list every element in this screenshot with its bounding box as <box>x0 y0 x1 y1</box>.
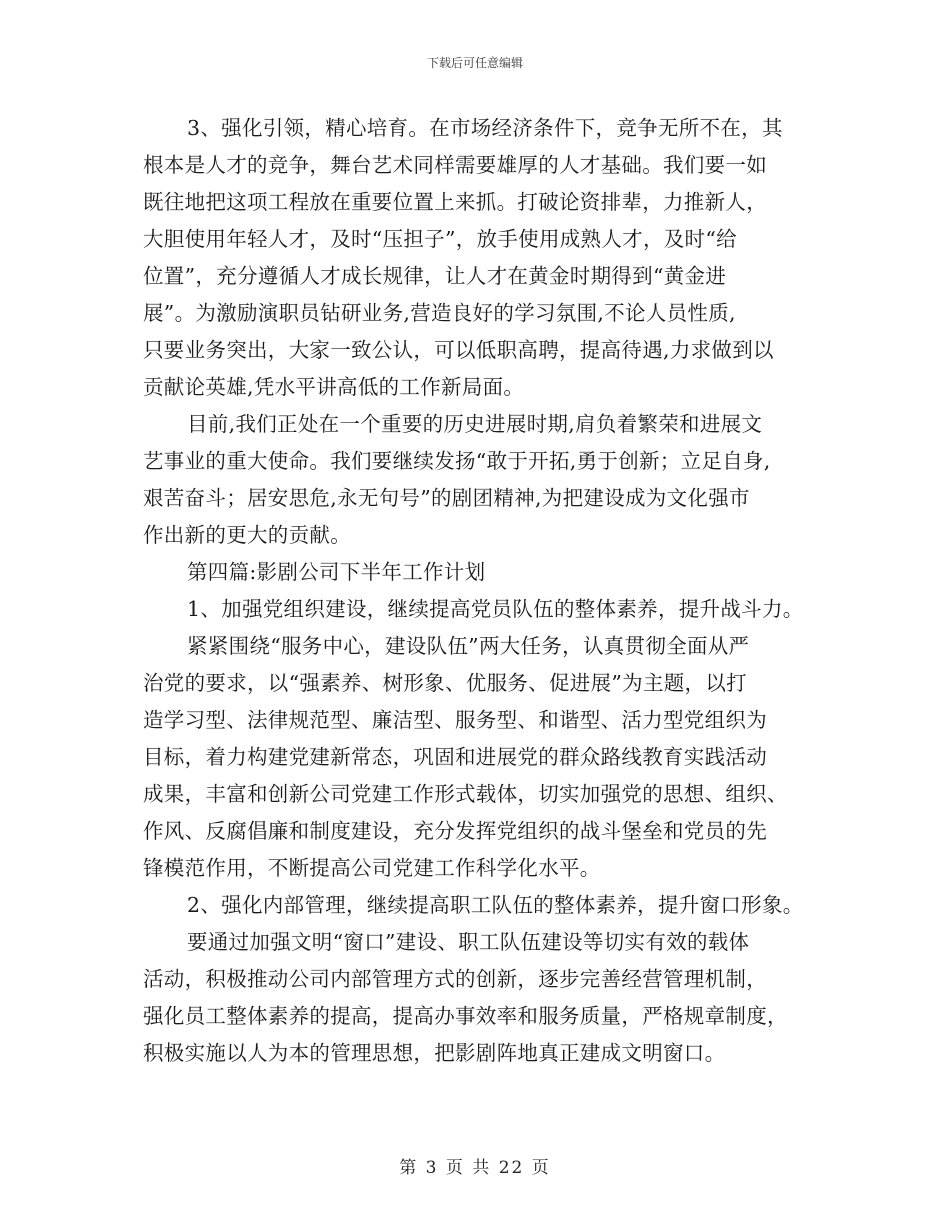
body-line: 只要业务突出，大家一致公认，可以低职高聘，提高待遇,力求做到以 <box>143 338 774 362</box>
body-line: 贡献论英雄,凭水平讲高低的工作新局面。 <box>143 375 525 399</box>
page-number-footer: 第 3 页 共 22 页 <box>399 1158 551 1178</box>
body-line: 紧紧围绕“服务中心，建设队伍”两大任务，认真贯彻全面从严 <box>187 634 750 658</box>
body-line: 要通过加强文明“窗口”建设、职工队伍建设等切实有效的载体 <box>187 930 750 954</box>
body-line: 根本是人才的竞争，舞台艺术同样需要雄厚的人才基础。我们要一如 <box>143 153 767 177</box>
body-line: 治党的要求，以“强素养、树形象、优服务、促进展”为主题，以打 <box>143 671 747 695</box>
body-line: 活动，积极推动公司内部管理方式的创新，逐步完善经营管理机制， <box>143 967 767 991</box>
body-line: 作出新的更大的贡献。 <box>143 523 351 547</box>
body-line: 艺事业的重大使命。我们要继续发扬“敢于开拓,勇于创新；立足自身, <box>143 449 771 473</box>
body-line: 积极实施以人为本的管理思想，把影剧阵地真正建成文明窗口。 <box>143 1041 726 1065</box>
header-note: 下载后可任意编辑 <box>426 56 523 70</box>
body-line: 2、强化内部管理，继续提高职工队伍的整体素养，提升窗口形象。 <box>187 893 804 917</box>
body-line: 成果，丰富和创新公司党建工作形式载体，切实加强党的思想、组织、 <box>143 782 788 806</box>
document-body <box>143 110 823 1072</box>
body-line: 艰苦奋斗；居安思危,永无句号”的剧团精神,为把建设成为文化强市 <box>143 486 750 510</box>
section-heading: 第四篇:影剧公司下半年工作计划 <box>187 560 486 584</box>
body-line: 目标，着力构建党建新常态，巩固和进展党的群众路线教育实践活动 <box>143 745 767 769</box>
body-line: 锋模范作用，不断提高公司党建工作科学化水平。 <box>143 856 601 880</box>
body-line: 作风、反腐倡廉和制度建设，充分发挥党组织的战斗堡垒和党员的先 <box>143 819 767 843</box>
body-line: 造学习型、法律规范型、廉洁型、服务型、和谐型、活力型党组织为 <box>143 708 767 732</box>
body-line: 强化员工整体素养的提高，提高办事效率和服务质量，严格规章制度， <box>143 1004 788 1028</box>
body-line: 大胆使用年轻人才，及时“压担子”，放手使用成熟人才，及时“给 <box>143 227 737 251</box>
body-line: 1、加强党组织建设，继续提高党员队伍的整体素养，提升战斗力。 <box>187 597 804 621</box>
body-line: 既往地把这项工程放在重要位置上来抓。打破论资排辈，力推新人， <box>143 190 767 214</box>
body-line: 目前,我们正处在一个重要的历史进展时期,肩负着繁荣和进展文 <box>187 412 763 436</box>
body-line: 位置”，充分遵循人才成长规律，让人才在黄金时期得到“黄金进 <box>143 264 727 288</box>
body-line: 展”。为激励演职员钻研业务,营造良好的学习氛围,不论人员性质, <box>143 301 736 325</box>
body-line: 3、强化引领，精心培育。在市场经济条件下，竞争无所不在，其 <box>187 116 783 140</box>
